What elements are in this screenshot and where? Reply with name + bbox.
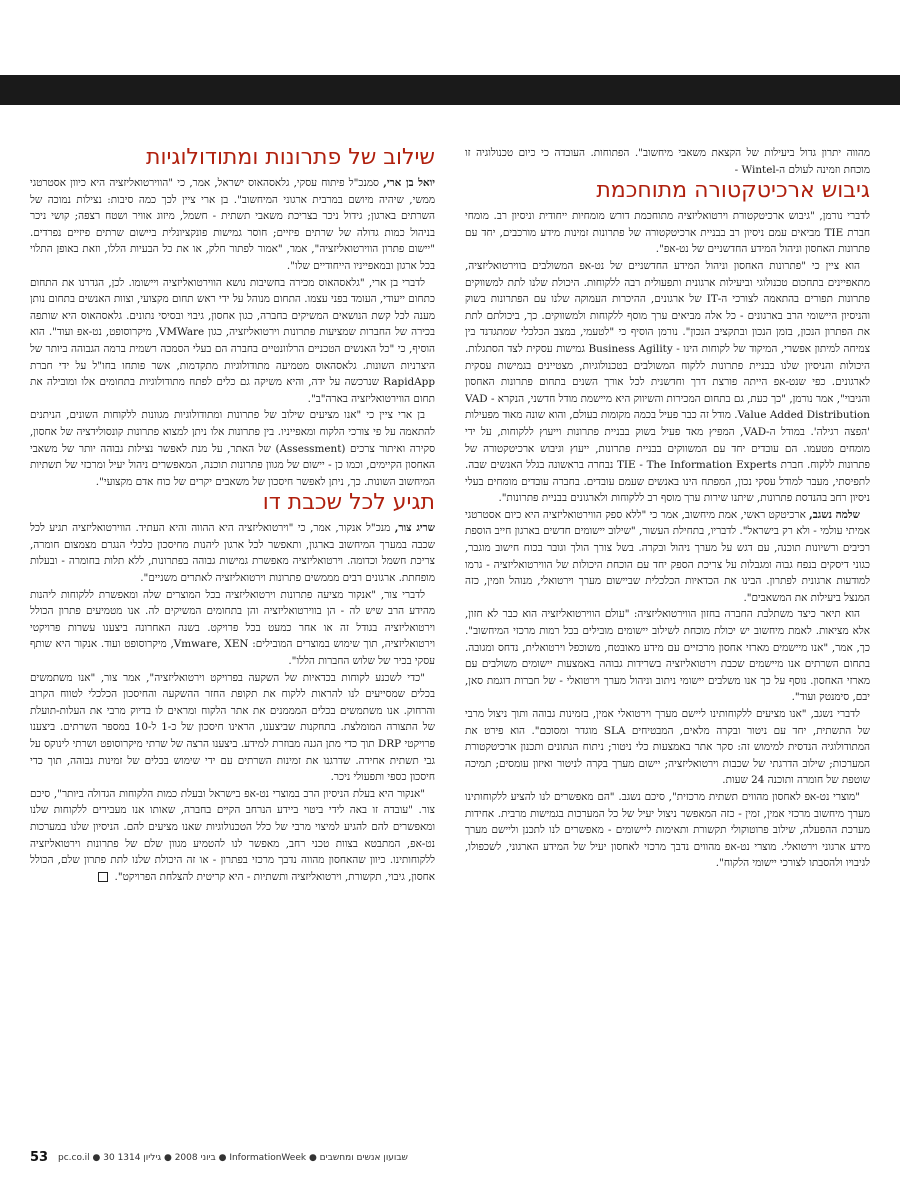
top-banner-bar [0, 75, 900, 105]
left-column [30, 145, 435, 1145]
body-paragraph [30, 520, 435, 586]
page-number: 53 [30, 1150, 49, 1165]
body-paragraph: הוא ציין כי "פתרונות האחסון וניהול המידע החדשניים של נט-אפ המשולבים בווירטואליזציה, מתאפיינים בתחכום טכנולוגי וביעילות ארגונית ותפעולית רבה ללקוחות. היכולת שלנו לתת למשווקים פתרונות תפורים בהתאמה לצורכי ה-IT של ארגונים, ההיכרות העמוקה שלנו עם הפתרונות בשוק והניסיון היישומי הרב בארגונים - כל אלה מביאים ערך מוסף ללקוחות ולמשווקים. כך, ביכולתם לתת את הפתרון הנכון, בזמן הנכון ובתקציב הנכון". נורמן הוסיף כי "לטעמי, במצב הכלכלי שמתגדנד בין צמיחה למיתון אפשרי, המיקוד של לקוחות הינו - Business Agility גמישות עסקית לצד הסתגלות. היכולות והניסיון שלנו בבניית פתרונות ללקוח המשולבים בטכנולוגיות, מצטיינים בגמישות עסקית לארגונים. כפי שנט-אפ הייתה פורצת דרך וחדשנית לכל אורך השנים בתחום פתרונות האחסון והגיבוי", אמר נורמן, "כך כעת, גם בתחום המכירות והשיווק היא מיישמת מודל חדשני, הנקרא VAD - Value Added Distribution. מודל זה כבר פעיל בכמה מקומות בעולם, והוא שונה מאוד מפעילות 'הפצה רגילה'. במודל ה-VAD, המפיץ מאד פעיל בשוק בבניית פתרונות וייעוץ ללקוחות, על ידי מומחים מטעמו. הם עובדים יחד עם המשווקים בבניית פתרונות, ייעוץ וגיבוש ארכיטקטורה של פתרונות ללקוח. חברת TIE - The Information Experts נבחרה בראשונה בגלל האנשים שבה. לתפיסתי, מעבר למודל עסקי נכון, המפתח הינו באנשים שעמם עובדים. בחברה עובדים מומחים בעלי ניסיון רחב בהנדסת פתרונות, שיתנו שירות ערך מוסף רב ללקוחות ולארגונים בבניית פתרונות". [465, 259, 870, 505]
speaker-name: יואל בן ארי, [383, 177, 435, 189]
paragraph-text: סמנכ"ל פיתוח עסקי, גלאסהאוס ישראל, אמר, כי "הווירטואליזציה היא כיוון אסטרטגי ממשי, שיהיה מיושם במרבית ארגוני המיחשוב". בן ארי ציין לכך כמה סיבות: נצילות נמוכה של השרתים בארגון; גידול ניכר בצריכת משאבי תשתית - חשמל, מיזוג אוויר ושטח רצפה; קושי ניכר בניהול כמות גדולה של שרתים פיזיים; חוסר גמישות פונקציונלית ביישום שרתים פיזיים נפרדים. "יישום פתרון הווירטואליזציה", אמר, "אמור לפתור חלק, או את כל הבעיות הללו, וזאת באופן התלוי בכל ארגון ובמאפייניו הייחודיים שלו". [30, 177, 435, 272]
right-column [465, 145, 870, 1145]
speaker-name: שריג צור, [394, 522, 435, 535]
paragraph-text: מנכ"ל אנקור, אמר, כי "וירטואליזציה היא ההווה והיא העתיד. הווירטואליזציה תגיע לכל שכבה במערך המיחשוב בארגון, ותאפשר לכל ארגון ליהנות מחיסכון כלכלי הנגרם מצמצום חומרה, צריכת חשמל וכדומה. וירטואליזציה מאפשרת גמישות גבוהה בפתרונות, ללא תלות בחומרה - ובעלות מופחתת. ארגונים רבים מממשים פתרונות וירטואליזציה לאתרים משניים". [30, 522, 435, 585]
page-footer [30, 1152, 870, 1170]
section-heading-solutions: שילוב של פתרונות ומתודולוגיות [146, 145, 435, 170]
body-paragraph: הוא תיאר כיצד משתלבת החברה בחזון הווירטואליזציה: "עולם הווירטואליזציה הוא כבר לא חזון, אלא מציאות. לאמת מיחשוב יש יכולת מוכחת לשילוב יישומים מובילים בכל רמות מרכזי המיחשוב". כך, אמר, "אנו מיישמים מארזי אחסון מרכזיים עם מידע מאובטח, משוכפל וירטואלית, נדחס ומגובה. בתחום השרתים אנו מיישמים שכבת וירטואליזציה בשרידות גבוהה באמצעות יישומים משולבים עם מארזי האחסון. נוסף על כך אנו משלבים יישומי ניתוב וניהול מערך וירטואלי - של חברות דוגמת סאן, יבם, סימנטק ועוד". [465, 608, 870, 704]
body-paragraph [30, 175, 435, 275]
body-paragraph [465, 507, 870, 607]
speaker-name: שלמה נשגב, [809, 508, 860, 521]
section-heading-architecture: גיבוש ארכיטקטורה מתוחכמת [596, 178, 870, 204]
body-paragraph: לדברי נורמן, "גיבוש ארכיטקטורת וירטואליזציה מתוחכמת דורש מומחיות ייחודית וניסיון רב. מומחי חברת TIE מביאים עמם ניסיון רב בבניית ארכיטקטורה של פתרונות זמינות מידע מורכבים, יחד עם פתרונות האחסון וניהול המידע החדשניים של נט-אפ". [465, 210, 870, 256]
body-paragraph: לדברי נשגב, "אנו מציעים ללקוחותינו ליישם מערך וירטואלי אמין, בזמינות גבוהה ותוך ניצול מרבי של התשתית, יחד עם ניטור ובקרה מלאים, המבטיחים SLA מוגדר ומסוכם". הוא פירט את המתודולוגיה הנדסית למימוש זה: סקר אתר באמצעות כלי ניטור; ניתוח הנתונים ותכנון ארכיטקטורת המערכות; שילוב הדרגתי של שכבות וירטואליזציה; יישום מערך בקרה לניטור ואיזון עומסים; תמיכה שוטפת של חומרה ותוכנה 24 שעות. [465, 708, 870, 787]
body-paragraph [30, 786, 435, 886]
body-paragraph: לדברי צור, "אנקור מציעה פתרונות וירטואליזציה בכל המוצרים שלה ומאפשרת ללקוחות ליהנות מהידע הרב שיש לה - הן בווירטואליזציה והן בתחומים המשיקים לה. אנו מטמיעים פתרון הכולל וירטואליזציה בגודל זה או אחר כמעט בכל פרויקט. בשנה האחרונה ביצענו עשרות פרויקטי וירטואליזציה, תוך שימוש במוצרים המובילים: Vmware, XEN, מיקרוסופט ועוד. אנקור היא שותף עסקי בכיר של שלוש החברות הללו". [30, 588, 435, 668]
paragraph-text: "אנקור היא בעלת הניסיון הרב במוצרי נט-אפ בישראל ובעלת כמות הלקוחות הגדולה ביותר", סיכם צור. "עובדה זו באה לידי ביטוי ביידע הנרחב הקיים בחברה, שאותו אנו מעבירים ללקוחות שלנו ומאפשרים להם להגיע למיצוי מרבי של כלל הטכנולוגיות שאנו מציעים להם. הניסיון שלנו במערכות נט-אפ, המתבטא בצוות טכני רחב, מאפשר לנו להטמיע מגוון שלם של פתרונות וירטואליזציה ללקוחותינו. כיוון שהאחסון מהווה נדבך מרכזי בפתרון - או זה היכולת שלנו לתת פתרון שלם, הכולל אחסון, גיבוי, תקשורת, וירטואליזציה ותשתיות - היא קריטית להצלחת הפרויקט". [30, 787, 435, 883]
paragraph-text: ארכיטקט ראשי, אמת מיחשוב, אמר כי "ללא ספק הווירטואליזציה היא כיום אסטרטגי אמיתי עולמי - ולא רק בישראל". לדבריו, בתחילת העשור, "שילוב יישומים חדשים בארגון חייב הוספת רכיבים ורשיונות תוכנה, עם דגש על מערך ניהול ובקרה. בשל צורך הולך וגובר בכוח חישוב מוגבר, כגוני דיסקים בנפח גבוה ומגבלות על צריכת הספק יחד עם הוכחת היכולות של הווירטואליזציה - גרמו למודעות ארגונית לפתרון. הבינו את הכדאיות הכלכלית שביישום מערך וירטואלי, מנוהל וזמין, כזה המנצל ביעילות את המשאבים". [465, 508, 870, 604]
body-paragraph: "מוצרי נט-אפ לאחסון מהווים תשתית מרכזית", סיכם נשגב. "הם מאפשרים לנו להציע ללקוחותינו מערך מיחשוב מרכזי אמין, זמין - כזה המאפשר ניצול יעיל של כל המערכות בגמישות מרבית. אחידות מערכת ההפעלה, שילוב פרוטוקולי תקשורת ותאימות ליישומים - מאפשרים לנו לתכנן וליישם מערך מידע ארגוני וירטואלי. מוצרי נט-אפ מהווים נדבך מרכזי לאחסון יעיל של המידע הארגוני, לשכפולו, לגיבויו ולהסבתו לצורכי יישומי הלקוח". [465, 790, 870, 870]
end-of-article-icon [98, 872, 108, 882]
body-paragraph: בן ארי ציין כי "אנו מציעים שילוב של פתרונות ומתודולוגיות מגוונות ללקוחות השונים, הניתנים להתאמה על פי צורכי הלקוח ומאפייניו. בין פתרונות אלו ניתן למצוא פתרונות קונסולידציה של אחסון, סקירה ואיתור צרכים (Assessment) של האתר, על מנת לאפשר נצילות גבוהה יותר של משאבי האחסון הקיימים, וכמו כן - יישום של מגוון פתרונות תוכנה, המאפשרים ניהול יעיל ומרכזי של תשתיות המיחשוב השונות. כך, ניתן לאפשר חיסכון של משאבים יקרים של כוח אדם מקצועי". [30, 409, 435, 488]
body-paragraph: "כדי לשכנע לקוחות בכדאיות של השקעה בפרויקט וירטואליזציה", אמר צור, "אנו משתמשים בכלים שמסייעים לנו להראות ללקוח את תקופת החזר ההשקעה והחיסכון הכלכלי לטווח הקרוב והרחוק. אנו משתמשים בכלים המממנים את אתר הלקוח ומראים לו בדיוק מרבי את העלות-תועלת של התצורה המומלצת. בתחקנות שביצענו, הראינו חיסכון של כ-1 ל-10 במספר השרתים. ביצענו פרויקטי DRP תוך כדי מתן הגנה מבוזרת למידע. ביצענו הרצה של שרתי מיקרוסופט ושרתי לינוקס על גבי תשתית אחידה. שדרגנו את זמינות השרתים עם ידי שימוש בכלים של זמינות גבוהה, תוך כדי חיסכון כספי ותפעולי ניכר. [30, 671, 435, 784]
section-heading-every-layer: תגיע לכל שכבת דו [262, 490, 435, 516]
footer-credits: pc.co.il ● 30 ביוני 2008 ● גיליון 1314 ● InformationWeek ● שבועון אנשים ומחשבים [58, 1153, 408, 1163]
body-paragraph: לדברי בן ארי, "גלאסהאוס מכירה בחשיבות נושא הווירטואליזציה ויישומו. לכן, הגדרנו את התחום כתחום ייעודי, העומד בפני עצמו. התחום מנוהל על ידי ראש תחום מקצועי, וצוות האנשים בתחום נותן מענה לכל קשת הנושאים המשיקים בחברה, כגון אחסון, גיבוי ובסיסי נתונים. גלאסהאוס היא שותפה בכירה של החברות שמציעות פתרונות וירטואליזציה, כגון VMWare, מיקרוסופט, נט-אפ ועוד". הוא הוסיף, כי "כל האנשים הטכניים הרלוונטיים בחברה הם בעלי הסמכה רשמית ברמה הגבוהה ביותר של היצרניות השונות. גלאסהאוס מטמיעה מתודולוגיות מתקדמות, אשר פותחו בחו"ל על ידי חברת RapidApp שנרכשה על ידה, והיא משיקה גם כלים לפתח מתודולוגיות בתחומים אלו ומובילה את תחום הווירטואליזציה בארה"ב". [30, 276, 435, 405]
intro-paragraph: מהווה יתרון גדול ביעילות של הקצאת משאבי מיחשוב". הפתוחות. העובדה כי כיום טכנולוגיה זו מוכחת וזמינה לעולם ה-Wintel - [465, 147, 870, 176]
